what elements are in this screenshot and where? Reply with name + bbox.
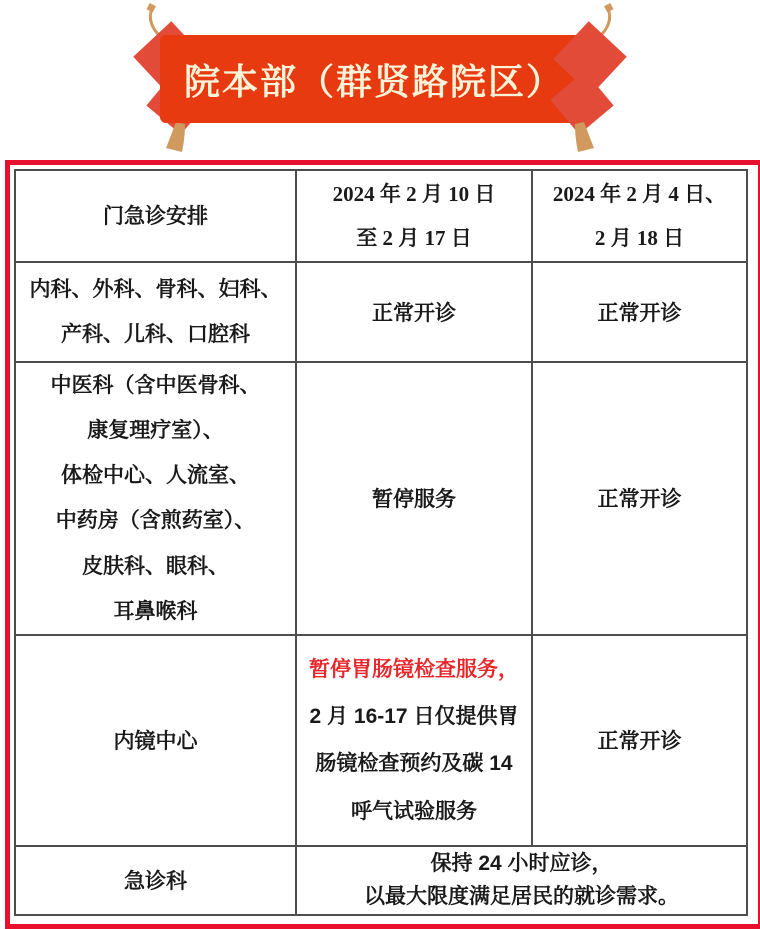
emergency-detail-cell [296, 846, 747, 915]
table-row [15, 362, 747, 635]
detail-line: 2 月 16-17 日仅提供胃 [309, 705, 519, 729]
dept-line: 耳鼻喉科 [113, 599, 198, 623]
schedule-table-frame [5, 160, 760, 929]
header-holiday-dates-line2: 至 2 月 17 日 [356, 226, 472, 250]
dept-line: 体检中心、人流室、 [61, 464, 250, 488]
table-row [15, 262, 747, 362]
header-weekend-dates-line2: 2 月 18 日 [594, 226, 685, 250]
header-arrangement-cell [15, 170, 296, 262]
banner-title: 院本部（群贤路院区） [183, 60, 564, 102]
endoscopy-holiday-detail-cell [296, 635, 532, 846]
header-weekend-dates-cell [532, 170, 747, 262]
emergency-dept-cell [15, 846, 296, 915]
status-text: 正常开诊 [597, 488, 682, 512]
endoscopy-center-cell [15, 635, 296, 846]
dept-line: 中药房（含煎药室）、 [55, 509, 256, 533]
suspend-weekend-status-cell [532, 362, 747, 635]
general-weekend-status-cell [532, 262, 747, 362]
dept-line: 中医科（含中医骨科、 [50, 374, 261, 397]
endoscopy-weekend-status-cell [532, 635, 747, 846]
header-weekend-dates-line1: 2024 年 2 月 4 日、 [552, 181, 727, 206]
suspend-holiday-status-cell [296, 362, 532, 635]
header-holiday-dates-line1: 2024 年 2 月 10 日 [332, 181, 496, 206]
table-header-row [15, 170, 747, 262]
status-text-suspended: 暂停服务 [372, 488, 456, 512]
header-holiday-dates-cell [296, 170, 532, 262]
status-text: 正常开诊 [372, 302, 456, 325]
table-row [15, 846, 747, 915]
general-departments-cell [15, 262, 296, 362]
banner [160, 35, 588, 123]
header-arrangement-label: 门急诊安排 [103, 203, 208, 228]
schedule-table [14, 169, 748, 916]
lantern-ornament-right-icon [530, 2, 630, 154]
banner-section [0, 0, 760, 160]
status-text: 正常开诊 [597, 302, 682, 325]
dept-line: 产科、儿科、口腔科 [61, 323, 250, 346]
general-holiday-status-cell [296, 262, 532, 362]
table-row [15, 635, 747, 846]
status-text-suspended: 暂停胃肠镜检查服务， [309, 657, 519, 681]
dept-line: 康复理疗室）、 [87, 419, 224, 443]
detail-line: 保持 24 小时应诊， [430, 851, 613, 875]
status-text: 正常开诊 [597, 730, 682, 754]
dept-line: 皮肤科、眼科、 [82, 554, 229, 578]
dept-line: 内镜中心 [113, 730, 198, 754]
dept-line: 急诊科 [124, 870, 187, 894]
detail-line: 肠镜检查预约及碳 14 [315, 752, 513, 776]
dept-line: 内科、外科、骨科、妇科、 [29, 277, 282, 301]
suspended-departments-cell [15, 362, 296, 635]
detail-line: 以最大限度满足居民的就诊需求。 [364, 885, 679, 909]
detail-line: 呼气试验服务 [351, 799, 477, 823]
